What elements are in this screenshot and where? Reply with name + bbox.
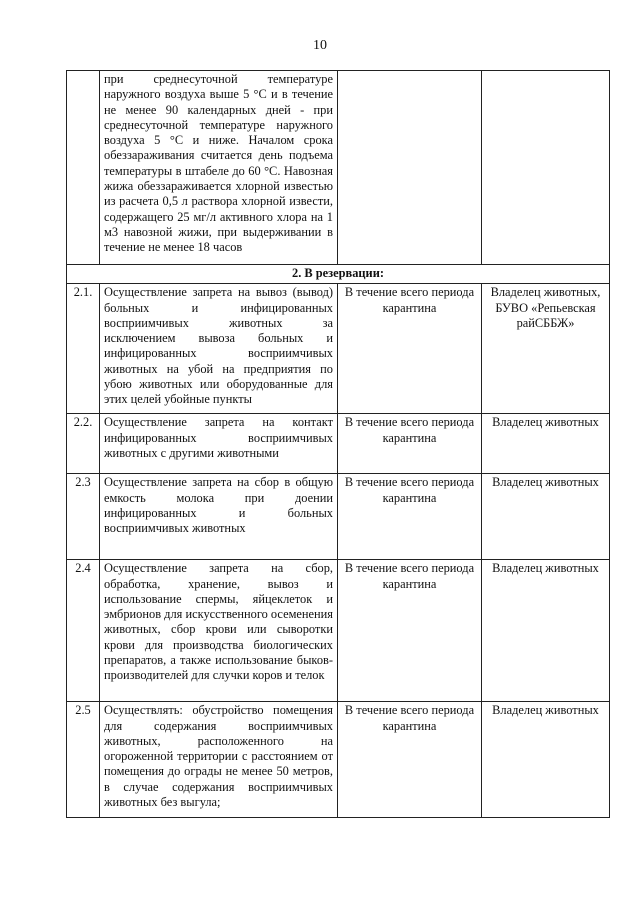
section-title: 2. В резервации: bbox=[67, 265, 610, 284]
term-cell: В течение всего периода карантина bbox=[338, 560, 482, 702]
measure-cell: Осуществление запрета на контакт инфицированных восприимчивых животных с другими животными bbox=[100, 414, 338, 474]
table-row bbox=[67, 702, 610, 818]
row-number-cell: 2.2. bbox=[67, 414, 100, 474]
responsible-cell: Владелец животных bbox=[482, 702, 610, 818]
term-cell bbox=[338, 71, 482, 265]
measure-cell: Осуществлять: обустройство помещения для содержания восприимчивых животных, расположенного на огороженной территории с расстоянием от помещения до ограды не менее 50 метров, в случае содержания восприимчивых животных без выгула; bbox=[100, 702, 338, 818]
row-number-cell: 2.4 bbox=[67, 560, 100, 702]
table-row bbox=[67, 474, 610, 560]
row-number-cell: 2.1. bbox=[67, 284, 100, 414]
measure-cell: Осуществление запрета на сбор в общую емкость молока при доении инфицированных и больных восприимчивых животных bbox=[100, 474, 338, 560]
term-cell: В течение всего периода карантина bbox=[338, 414, 482, 474]
table-row bbox=[67, 560, 610, 702]
measure-cell: Осуществление запрета на вывоз (вывод) больных и инфицированных восприимчивых животных за исключением вывоза больных и инфицированных восприимчивых животных на убой на предприятия по убою животных или оборудованные для этих целей убойные пункты bbox=[100, 284, 338, 414]
measure-cell: Осуществление запрета на сбор, обработка, хранение, вывоз и использование спермы, яйцеклеток и эмбрионов для искусственного осеменения животных, сбор крови или сыворотки крови для производства биологических препаратов, а также использование быков-производителей для случки коров и телок bbox=[100, 560, 338, 702]
responsible-cell bbox=[482, 71, 610, 265]
responsible-cell: Владелец животных, БУВО «Репьевская райСББЖ» bbox=[482, 284, 610, 414]
responsible-cell: Владелец животных bbox=[482, 560, 610, 702]
term-cell: В течение всего периода карантина bbox=[338, 284, 482, 414]
responsible-cell: Владелец животных bbox=[482, 414, 610, 474]
row-number-cell bbox=[67, 71, 100, 265]
measure-cell: при среднесуточной температуре наружного воздуха выше 5 °С и в течение не менее 90 календарных дней - при среднесуточной температуре наружного воздуха 5 °С и ниже. Началом срока обеззараживания считается день подъема температуры в штабеле до 60 °С. Навозная жижа обеззараживается хлорной известью из расчета 0,5 л раствора хлорной извести, содержащего 25 мг/л активного хлора на 1 м3 навозной жижи, при выдерживании в течение не менее 18 часов bbox=[100, 71, 338, 265]
responsible-cell: Владелец животных bbox=[482, 474, 610, 560]
quarantine-measures-table bbox=[66, 70, 610, 818]
row-number-cell: 2.3 bbox=[67, 474, 100, 560]
section-header-row bbox=[67, 265, 610, 284]
table-row bbox=[67, 284, 610, 414]
table-row bbox=[67, 414, 610, 474]
term-cell: В течение всего периода карантина bbox=[338, 702, 482, 818]
term-cell: В течение всего периода карантина bbox=[338, 474, 482, 560]
page-number: 10 bbox=[313, 38, 327, 53]
row-number-cell: 2.5 bbox=[67, 702, 100, 818]
table-row bbox=[67, 71, 610, 265]
